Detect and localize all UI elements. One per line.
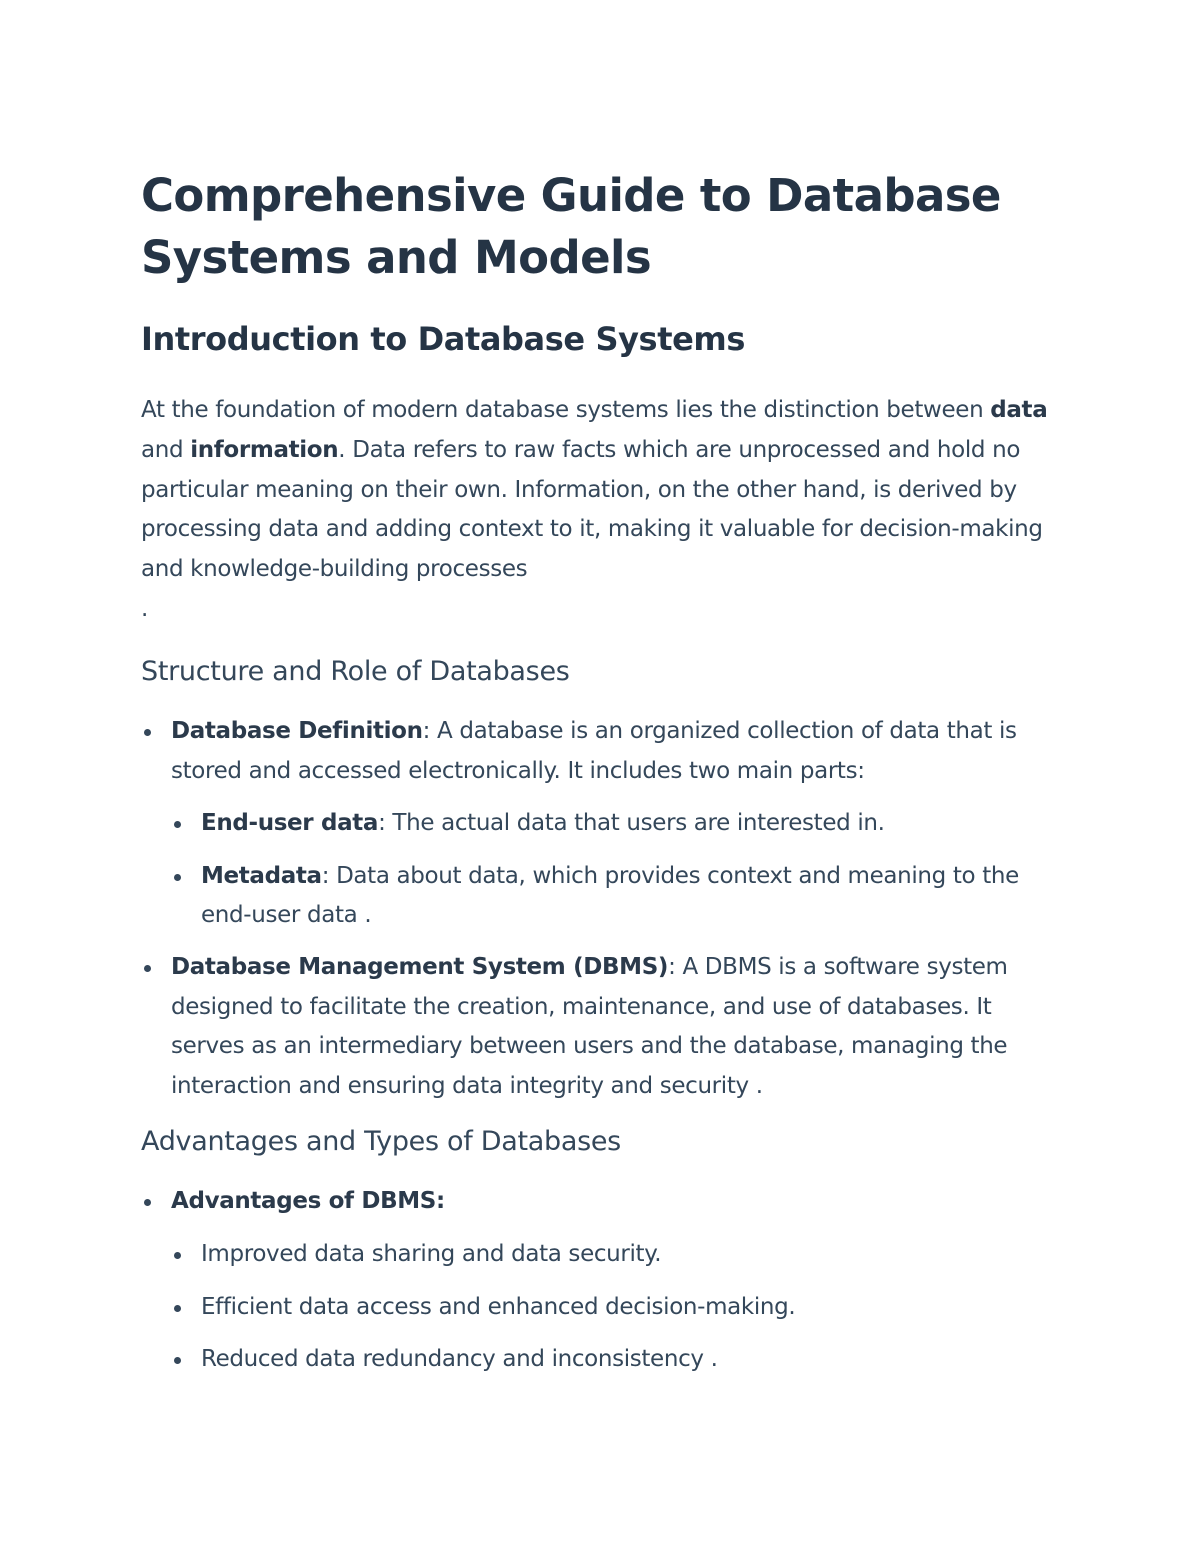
advantages-list <box>141 1182 1061 1379</box>
item-text: : The actual data that users are interested in. <box>378 810 885 837</box>
bullet-icon <box>174 874 181 881</box>
bullet-icon <box>174 1357 181 1364</box>
intro-text-2: and <box>141 436 191 463</box>
item-term: Database Definition <box>171 717 423 744</box>
item-text: Reduced data redundancy and inconsistency . <box>201 1346 718 1373</box>
list-item-database-definition <box>141 712 1061 936</box>
bullet-icon <box>174 1252 181 1259</box>
bullet-icon <box>174 1305 181 1312</box>
document-page <box>141 165 1061 1392</box>
item-text: : Data about data, which provides context and meaning to the end-user data . <box>201 862 1019 929</box>
item-term: Metadata <box>201 862 322 889</box>
intro-paragraph <box>141 391 1061 630</box>
intro-trailing-period: . <box>141 595 148 622</box>
term-information: information <box>190 436 339 463</box>
list-item-metadata <box>171 857 1061 936</box>
subheading-advantages: Advantages and Types of Databases <box>141 1126 621 1158</box>
structure-list <box>141 712 1061 1106</box>
list-item-end-user-data <box>171 804 1061 844</box>
subheading-structure: Structure and Role of Databases <box>141 655 570 687</box>
list-item-advantage <box>171 1235 1061 1275</box>
list-item-dbms <box>141 948 1061 1106</box>
list-item-advantages-of-dbms <box>141 1182 1061 1379</box>
intro-text-3: . Data refers to raw facts which are unprocessed and hold no particular meaning on their own. Information, on the other hand, is derived by processing data and adding context to it, making it valuable for decision-making and knowledge-building processes <box>141 436 1043 583</box>
intro-text-1: At the foundation of modern database systems lies the distinction between <box>141 397 991 423</box>
item-term: Database Management System (DBMS) <box>171 953 669 980</box>
section-heading-introduction: Introduction to Database Systems <box>141 320 745 358</box>
bullet-icon <box>144 1199 151 1206</box>
item-term: End-user data <box>201 810 379 837</box>
bullet-icon <box>144 965 151 972</box>
list-item-advantage <box>171 1340 1061 1380</box>
document-title: Comprehensive Guide to Database Systems and Models <box>141 169 1001 284</box>
item-text: : A database is an organized collection of data that is stored and accessed electronically. It includes two main parts: <box>171 717 1017 784</box>
term-data: data <box>990 397 1048 423</box>
item-text: : A DBMS is a software system designed to facilitate the creation, maintenance, and use of databases. It serves as an intermediary between users and the database, managing the interaction and ensuring data integrity and security . <box>171 953 1008 1099</box>
item-term-colon: : <box>436 1188 445 1215</box>
list-item-advantage <box>171 1288 1061 1328</box>
database-parts-list <box>171 804 1061 936</box>
item-text: Improved data sharing and data security. <box>201 1240 662 1267</box>
bullet-icon <box>174 821 181 828</box>
item-term: Advantages of DBMS <box>171 1188 437 1215</box>
item-text: Efficient data access and enhanced decision-making. <box>201 1293 796 1320</box>
advantages-sub-list <box>171 1235 1061 1380</box>
bullet-icon <box>144 729 151 736</box>
